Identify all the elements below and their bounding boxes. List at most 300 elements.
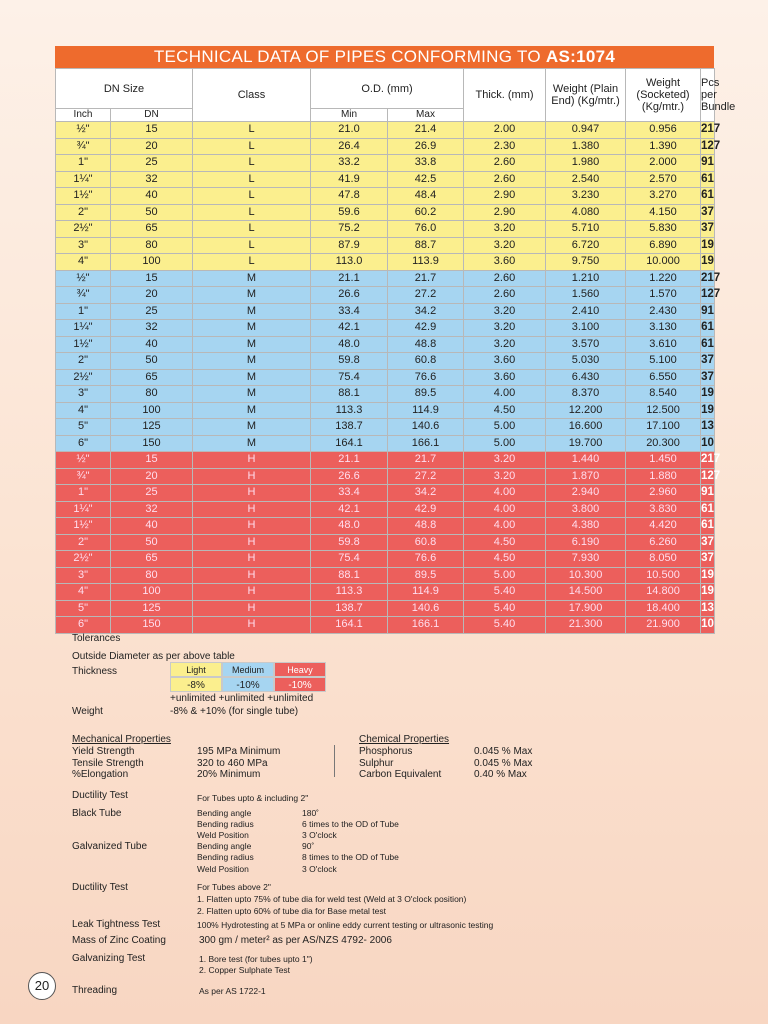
thick-cell: 3.20 — [464, 320, 546, 337]
galv-bend-radius: 8 times to the OD of Tube — [302, 852, 399, 862]
pcs-cell: 19 — [701, 402, 715, 419]
black-bend-angle: 180˚ — [302, 808, 320, 818]
pcs-cell: 61 — [701, 518, 715, 535]
weight-plain-cell: 6.720 — [546, 237, 626, 254]
weight-socketed-cell: 4.420 — [626, 518, 701, 535]
pcs-cell: 91 — [701, 303, 715, 320]
thick-cell: 4.50 — [464, 534, 546, 551]
galv-bend-angle: 90˚ — [302, 841, 315, 851]
galvanizing-test-label: Galvanizing Test — [72, 953, 146, 964]
table-row — [56, 534, 715, 551]
weight-plain-cell: 5.710 — [546, 221, 626, 238]
table-row — [56, 584, 715, 601]
elongation-value: 20% Minimum — [197, 769, 261, 780]
weight-plain-cell: 4.080 — [546, 204, 626, 221]
inch-cell: 4" — [56, 254, 111, 271]
zinc-coating-label: Mass of Zinc Coating — [72, 935, 166, 946]
class-cell: H — [193, 534, 311, 551]
dn-cell: 100 — [111, 254, 193, 271]
pcs-cell: 37 — [701, 204, 715, 221]
weight-plain-cell: 2.410 — [546, 303, 626, 320]
table-row — [56, 600, 715, 617]
inch-cell: ½" — [56, 270, 111, 287]
od-min-cell: 113.3 — [311, 402, 388, 419]
weight-socketed-cell: 3.610 — [626, 336, 701, 353]
table-row — [56, 485, 715, 502]
weight-socketed-cell: 2.960 — [626, 485, 701, 502]
class-cell: L — [193, 122, 311, 139]
od-max-cell: 48.4 — [388, 188, 464, 205]
table-row — [56, 353, 715, 370]
od-min-cell: 48.0 — [311, 518, 388, 535]
od-min-cell: 75.2 — [311, 221, 388, 238]
galv-weld-label: Weld Position — [197, 864, 249, 874]
weight-plain-cell: 17.900 — [546, 600, 626, 617]
weight-socketed-cell: 3.830 — [626, 501, 701, 518]
od-max-cell: 89.5 — [388, 567, 464, 584]
threading-label: Threading — [72, 985, 118, 996]
pcs-cell: 61 — [701, 320, 715, 337]
table-row — [56, 419, 715, 436]
inch-cell: 1" — [56, 303, 111, 320]
inch-cell: 1¼" — [56, 501, 111, 518]
class-cell: H — [193, 518, 311, 535]
table-row — [56, 518, 715, 535]
dn-cell: 80 — [111, 386, 193, 403]
thick-cell: 3.60 — [464, 369, 546, 386]
od-min-cell: 75.4 — [311, 551, 388, 568]
ductility-above: For Tubes above 2" — [197, 882, 271, 892]
medium-tolerance: -10% — [222, 677, 274, 692]
od-min-cell: 21.0 — [311, 122, 388, 139]
header-thick: Thick. (mm) — [464, 69, 546, 122]
pcs-cell: 127 — [701, 287, 715, 304]
page-title: TECHNICAL DATA OF PIPES CONFORMING TO AS:1074 — [55, 46, 714, 68]
od-max-cell: 113.9 — [388, 254, 464, 271]
header-dn: DN — [111, 109, 193, 122]
weight-socketed-cell: 1.220 — [626, 270, 701, 287]
tensile-value: 320 to 460 MPa — [197, 758, 268, 769]
chemical-heading: Chemical Properties — [359, 734, 450, 745]
table-row — [56, 369, 715, 386]
weight-plain-cell: 0.947 — [546, 122, 626, 139]
inch-cell: 1¼" — [56, 171, 111, 188]
class-cell: M — [193, 386, 311, 403]
thick-cell: 3.60 — [464, 254, 546, 271]
black-tube-label: Black Tube — [72, 808, 122, 819]
weight-socketed-cell: 21.900 — [626, 617, 701, 634]
class-cell: H — [193, 584, 311, 601]
inch-cell: 1¼" — [56, 320, 111, 337]
galvanized-tube-label: Galvanized Tube — [72, 841, 148, 852]
od-min-cell: 26.6 — [311, 468, 388, 485]
pcs-cell: 91 — [701, 485, 715, 502]
light-label: Light — [170, 662, 222, 677]
od-max-cell: 88.7 — [388, 237, 464, 254]
inch-cell: 3" — [56, 237, 111, 254]
table-row — [56, 402, 715, 419]
thick-cell: 3.20 — [464, 452, 546, 469]
carbon-label: Carbon Equivalent — [359, 769, 442, 780]
dn-cell: 15 — [111, 122, 193, 139]
inch-cell: 1½" — [56, 336, 111, 353]
thick-cell: 4.00 — [464, 518, 546, 535]
table-row — [56, 551, 715, 568]
table-row — [56, 204, 715, 221]
inch-cell: 2" — [56, 353, 111, 370]
yield-label: Yield Strength — [72, 746, 135, 757]
dn-cell: 25 — [111, 155, 193, 172]
od-max-cell: 76.6 — [388, 369, 464, 386]
weight-socketed-cell: 1.880 — [626, 468, 701, 485]
weight-plain-cell: 3.100 — [546, 320, 626, 337]
heavy-tolerance: -10% — [274, 677, 326, 692]
class-cell: L — [193, 188, 311, 205]
inch-cell: 3" — [56, 386, 111, 403]
thickness-label: Thickness — [72, 666, 118, 677]
inch-cell: ¾" — [56, 468, 111, 485]
leak-test-value: 100% Hydrotesting at 5 MPa or online eddy current testing or ultrasonic testing — [197, 920, 494, 930]
inch-cell: ¾" — [56, 287, 111, 304]
od-min-cell: 75.4 — [311, 369, 388, 386]
thick-cell: 4.00 — [464, 501, 546, 518]
thick-cell: 5.00 — [464, 419, 546, 436]
class-cell: M — [193, 270, 311, 287]
inch-cell: ½" — [56, 122, 111, 139]
zinc-coating-value: 300 gm / meter² as per AS/NZS 4792- 2006 — [199, 935, 392, 946]
od-min-cell: 113.0 — [311, 254, 388, 271]
class-cell: L — [193, 138, 311, 155]
od-max-cell: 34.2 — [388, 303, 464, 320]
inch-cell: 4" — [56, 402, 111, 419]
od-max-cell: 166.1 — [388, 617, 464, 634]
dn-cell: 40 — [111, 336, 193, 353]
od-max-cell: 42.5 — [388, 171, 464, 188]
black-weld-label: Weld Position — [197, 830, 249, 840]
weight-plain-cell: 6.190 — [546, 534, 626, 551]
inch-cell: 2½" — [56, 551, 111, 568]
inch-cell: 2" — [56, 534, 111, 551]
class-cell: M — [193, 320, 311, 337]
class-cell: L — [193, 155, 311, 172]
properties-divider — [334, 745, 335, 777]
od-min-cell: 59.6 — [311, 204, 388, 221]
table-row — [56, 122, 715, 139]
class-cell: H — [193, 600, 311, 617]
od-min-cell: 26.6 — [311, 287, 388, 304]
inch-cell: 5" — [56, 600, 111, 617]
od-min-cell: 87.9 — [311, 237, 388, 254]
weight-socketed-cell: 2.000 — [626, 155, 701, 172]
weight-plain-cell: 9.750 — [546, 254, 626, 271]
class-cell: L — [193, 254, 311, 271]
pcs-cell: 37 — [701, 369, 715, 386]
table-row — [56, 138, 715, 155]
dn-cell: 15 — [111, 452, 193, 469]
od-min-cell: 33.4 — [311, 303, 388, 320]
thick-cell: 3.20 — [464, 468, 546, 485]
inch-cell: ¾" — [56, 138, 111, 155]
weight-socketed-cell: 5.100 — [626, 353, 701, 370]
dn-cell: 40 — [111, 188, 193, 205]
od-min-cell: 164.1 — [311, 435, 388, 452]
yield-value: 195 MPa Minimum — [197, 746, 281, 757]
carbon-value: 0.40 % Max — [474, 769, 527, 780]
thick-cell: 2.30 — [464, 138, 546, 155]
class-cell: M — [193, 435, 311, 452]
thick-cell: 3.20 — [464, 336, 546, 353]
od-tolerance: Outside Diameter as per above table — [72, 651, 235, 662]
dn-cell: 65 — [111, 551, 193, 568]
thick-cell: 3.20 — [464, 237, 546, 254]
ductility-above-label: Ductility Test — [72, 882, 128, 893]
pipe-data-table — [55, 68, 736, 634]
leak-test-label: Leak Tightness Test — [72, 919, 161, 930]
weight-socketed-cell: 4.150 — [626, 204, 701, 221]
galv-weld: 3 O'clock — [302, 864, 337, 874]
od-max-cell: 60.8 — [388, 534, 464, 551]
thick-cell: 3.20 — [464, 221, 546, 238]
class-cell: M — [193, 303, 311, 320]
header-od: O.D. (mm) — [311, 69, 464, 109]
pcs-cell: 127 — [701, 138, 715, 155]
od-max-cell: 60.2 — [388, 204, 464, 221]
od-max-cell: 114.9 — [388, 402, 464, 419]
heavy-label: Heavy — [274, 662, 326, 677]
galvanizing-test-2: 2. Copper Sulphate Test — [199, 965, 291, 975]
od-min-cell: 41.9 — [311, 171, 388, 188]
weight-plain-cell: 16.600 — [546, 419, 626, 436]
inch-cell: 2" — [56, 204, 111, 221]
weight-socketed-cell: 10.000 — [626, 254, 701, 271]
thick-cell: 2.60 — [464, 171, 546, 188]
mechanical-heading: Mechanical Properties — [72, 734, 171, 745]
pcs-cell: 19 — [701, 254, 715, 271]
weight-socketed-cell: 1.390 — [626, 138, 701, 155]
class-cell: H — [193, 617, 311, 634]
class-cell: H — [193, 501, 311, 518]
class-cell: L — [193, 237, 311, 254]
header-min: Min — [311, 109, 388, 122]
black-bend-radius-label: Bending radius — [197, 819, 254, 829]
phosphorus-label: Phosphorus — [359, 746, 413, 757]
weight-plain-cell: 1.980 — [546, 155, 626, 172]
flatten-weld: 1. Flatten upto 75% of tube dia for weld test (Weld at 3 O'clock position) — [197, 894, 467, 904]
od-min-cell: 59.8 — [311, 534, 388, 551]
table-row — [56, 303, 715, 320]
header-inch: Inch — [56, 109, 111, 122]
light-tolerance: -8% — [170, 677, 222, 692]
header-weight-plain: Weight (Plain End) (Kg/mtr.) — [546, 69, 626, 122]
weight-tolerance: -8% & +10% (for single tube) — [170, 706, 299, 717]
table-row — [56, 287, 715, 304]
weight-plain-cell: 5.030 — [546, 353, 626, 370]
weight-plain-cell: 10.300 — [546, 567, 626, 584]
inch-cell: 4" — [56, 584, 111, 601]
thick-cell: 5.40 — [464, 584, 546, 601]
table-row — [56, 270, 715, 287]
thick-cell: 2.60 — [464, 155, 546, 172]
tensile-label: Tensile Strength — [72, 758, 144, 769]
pcs-cell: 61 — [701, 336, 715, 353]
od-min-cell: 113.3 — [311, 584, 388, 601]
ductility-label: Ductility Test — [72, 790, 128, 801]
galv-bend-angle-label: Bending angle — [197, 841, 252, 851]
table-row — [56, 468, 715, 485]
weight-socketed-cell: 8.050 — [626, 551, 701, 568]
class-cell: H — [193, 485, 311, 502]
od-max-cell: 89.5 — [388, 386, 464, 403]
thick-cell: 5.40 — [464, 600, 546, 617]
od-min-cell: 47.8 — [311, 188, 388, 205]
thick-cell: 4.50 — [464, 402, 546, 419]
class-cell: M — [193, 287, 311, 304]
dn-cell: 150 — [111, 617, 193, 634]
pcs-cell: 13 — [701, 419, 715, 436]
class-cell: L — [193, 221, 311, 238]
weight-socketed-cell: 6.260 — [626, 534, 701, 551]
class-cell: H — [193, 567, 311, 584]
inch-cell: 3" — [56, 567, 111, 584]
sulphur-label: Sulphur — [359, 758, 394, 769]
dn-cell: 100 — [111, 402, 193, 419]
weight-plain-cell: 8.370 — [546, 386, 626, 403]
od-max-cell: 42.9 — [388, 501, 464, 518]
header-max: Max — [388, 109, 464, 122]
pcs-cell: 37 — [701, 353, 715, 370]
thick-cell: 2.60 — [464, 270, 546, 287]
od-min-cell: 33.2 — [311, 155, 388, 172]
weight-plain-cell: 2.540 — [546, 171, 626, 188]
dn-cell: 20 — [111, 468, 193, 485]
dn-cell: 65 — [111, 369, 193, 386]
class-cell: H — [193, 452, 311, 469]
od-max-cell: 33.8 — [388, 155, 464, 172]
medium-label: Medium — [222, 662, 274, 677]
od-min-cell: 26.4 — [311, 138, 388, 155]
table-row — [56, 155, 715, 172]
od-min-cell: 59.8 — [311, 353, 388, 370]
weight-socketed-cell: 2.570 — [626, 171, 701, 188]
galv-bend-radius-label: Bending radius — [197, 852, 254, 862]
header-dn-size: DN Size — [56, 69, 193, 109]
galvanizing-test-1: 1. Bore test (for tubes upto 1") — [199, 954, 313, 964]
inch-cell: ½" — [56, 452, 111, 469]
dn-cell: 32 — [111, 171, 193, 188]
weight-plain-cell: 1.210 — [546, 270, 626, 287]
tolerances-heading: Tolerances — [72, 633, 121, 644]
class-cell: L — [193, 171, 311, 188]
weight-socketed-cell: 8.540 — [626, 386, 701, 403]
pcs-cell: 37 — [701, 221, 715, 238]
weight-plain-cell: 3.570 — [546, 336, 626, 353]
od-max-cell: 21.4 — [388, 122, 464, 139]
inch-cell: 1½" — [56, 518, 111, 535]
weight-socketed-cell: 1.570 — [626, 287, 701, 304]
pipe-rows — [56, 122, 721, 634]
od-max-cell: 140.6 — [388, 600, 464, 617]
od-max-cell: 26.9 — [388, 138, 464, 155]
elongation-label: %Elongation — [72, 769, 129, 780]
header-class: Class — [193, 69, 311, 122]
dn-cell: 25 — [111, 303, 193, 320]
weight-plain-cell: 21.300 — [546, 617, 626, 634]
thick-cell: 3.20 — [464, 303, 546, 320]
inch-cell: 1½" — [56, 188, 111, 205]
od-max-cell: 60.8 — [388, 353, 464, 370]
weight-socketed-cell: 1.450 — [626, 452, 701, 469]
od-max-cell: 114.9 — [388, 584, 464, 601]
weight-plain-cell: 19.700 — [546, 435, 626, 452]
class-cell: M — [193, 402, 311, 419]
weight-plain-cell: 3.230 — [546, 188, 626, 205]
thick-cell: 3.60 — [464, 353, 546, 370]
table-row — [56, 320, 715, 337]
dn-cell: 50 — [111, 204, 193, 221]
header-weight-socketed: Weight (Socketed) (Kg/mtr.) — [626, 69, 701, 122]
dn-cell: 50 — [111, 353, 193, 370]
table-row — [56, 435, 715, 452]
dn-cell: 25 — [111, 485, 193, 502]
thick-cell: 5.00 — [464, 567, 546, 584]
dn-cell: 32 — [111, 501, 193, 518]
pcs-cell: 61 — [701, 188, 715, 205]
od-max-cell: 27.2 — [388, 468, 464, 485]
od-min-cell: 88.1 — [311, 567, 388, 584]
od-max-cell: 27.2 — [388, 287, 464, 304]
od-min-cell: 164.1 — [311, 617, 388, 634]
weight-plain-cell: 1.870 — [546, 468, 626, 485]
class-cell: M — [193, 369, 311, 386]
pcs-cell: 10 — [701, 435, 715, 452]
inch-cell: 1" — [56, 485, 111, 502]
weight-label: Weight — [72, 706, 103, 717]
od-min-cell: 48.0 — [311, 336, 388, 353]
weight-plain-cell: 14.500 — [546, 584, 626, 601]
inch-cell: 6" — [56, 435, 111, 452]
weight-socketed-cell: 2.430 — [626, 303, 701, 320]
thick-cell: 2.90 — [464, 188, 546, 205]
phosphorus-value: 0.045 % Max — [474, 746, 533, 757]
inch-cell: 5" — [56, 419, 111, 436]
weight-socketed-cell: 3.270 — [626, 188, 701, 205]
weight-socketed-cell: 6.890 — [626, 237, 701, 254]
class-cell: H — [193, 551, 311, 568]
weight-socketed-cell: 6.550 — [626, 369, 701, 386]
dn-cell: 125 — [111, 600, 193, 617]
weight-plain-cell: 2.940 — [546, 485, 626, 502]
table-row — [56, 237, 715, 254]
thick-cell: 4.50 — [464, 551, 546, 568]
pcs-cell: 10 — [701, 617, 715, 634]
weight-plain-cell: 6.430 — [546, 369, 626, 386]
od-max-cell: 34.2 — [388, 485, 464, 502]
od-min-cell: 42.1 — [311, 320, 388, 337]
inch-cell: 2½" — [56, 221, 111, 238]
dn-cell: 20 — [111, 287, 193, 304]
weight-plain-cell: 4.380 — [546, 518, 626, 535]
black-weld: 3 O'clock — [302, 830, 337, 840]
table-row — [56, 501, 715, 518]
weight-plain-cell: 12.200 — [546, 402, 626, 419]
weight-plain-cell: 1.560 — [546, 287, 626, 304]
pcs-cell: 217 — [701, 452, 715, 469]
pcs-cell: 217 — [701, 122, 715, 139]
dn-cell: 32 — [111, 320, 193, 337]
weight-socketed-cell: 10.500 — [626, 567, 701, 584]
weight-plain-cell: 1.440 — [546, 452, 626, 469]
table-row — [56, 336, 715, 353]
